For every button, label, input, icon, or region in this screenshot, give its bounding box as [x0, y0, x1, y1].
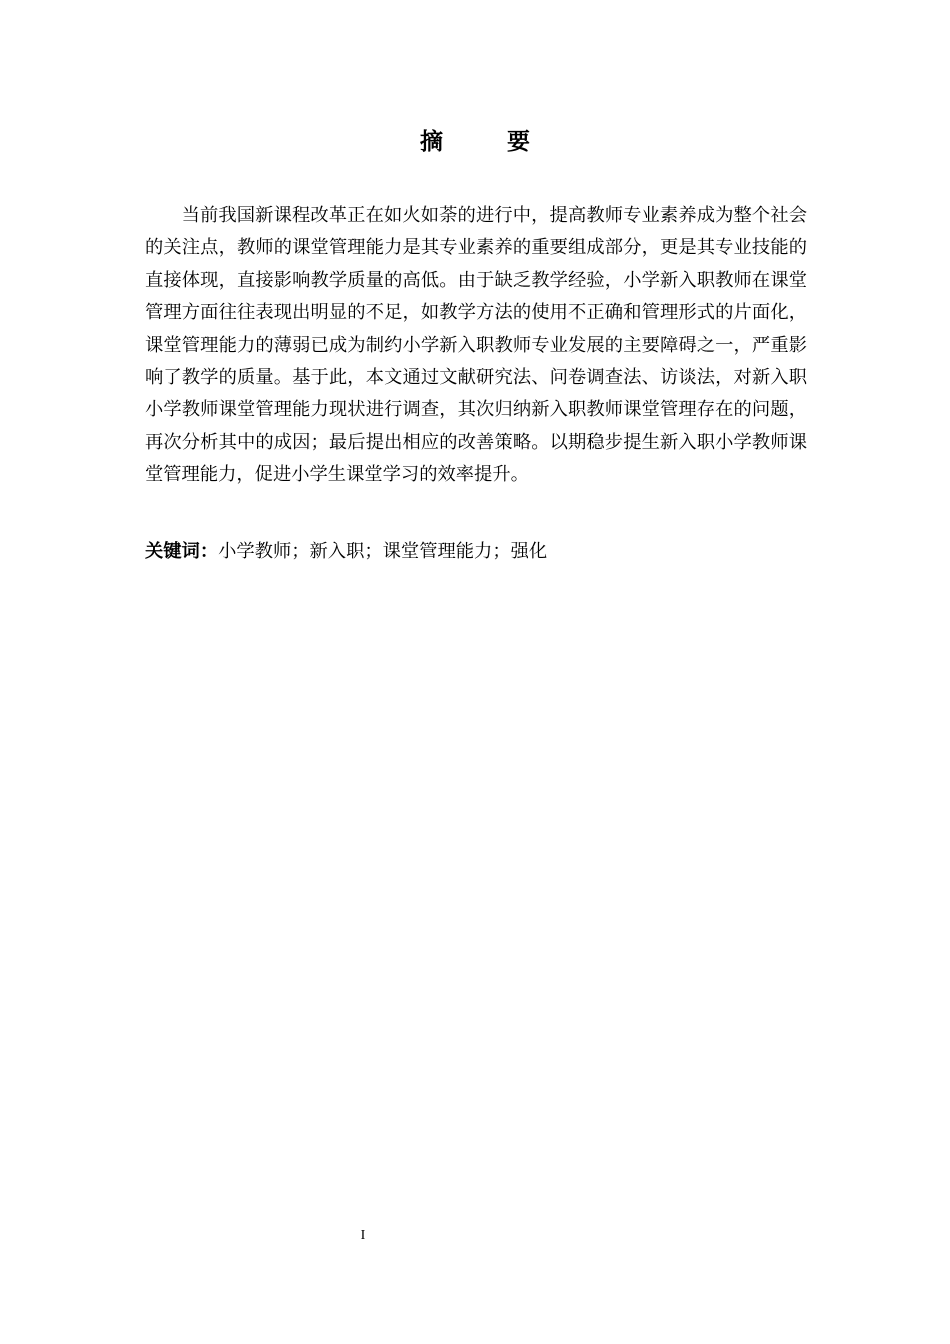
keywords-list: 小学教师；新入职；课堂管理能力；强化 — [218, 541, 548, 562]
abstract-title: 摘 要 — [419, 129, 558, 155]
page-number: I — [360, 1228, 366, 1243]
keywords-line — [145, 536, 807, 568]
keywords-label: 关键词： — [145, 541, 219, 562]
abstract-body: 当前我国新课程改革正在如火如荼的进行中，提高教师专业素养成为整个社会的关注点，教师的课堂管理能力是其专业素养的重要组成部分，更是其专业技能的直接体现，直接影响教学质量的高低。由于缺乏教学经验，小学新入职教师在课堂管理方面往往表现出明显的不足，如教学方法的使用不正确和管理形式的片面化，课堂管理能力的薄弱已成为制约小学新入职教师专业发展的主要障碍之一，严重影响了教学的质量。基于此，本文通过文献研究法、问卷调查法、访谈法，对新入职小学教师课堂管理能力现状进行调查，其次归纳新入职教师课堂管理存在的问题，再次分析其中的成因；最后提出相应的改善策略。以期稳步提生新入职小学教师课堂管理能力，促进小学生课堂学习的效率提升。 — [145, 205, 807, 486]
